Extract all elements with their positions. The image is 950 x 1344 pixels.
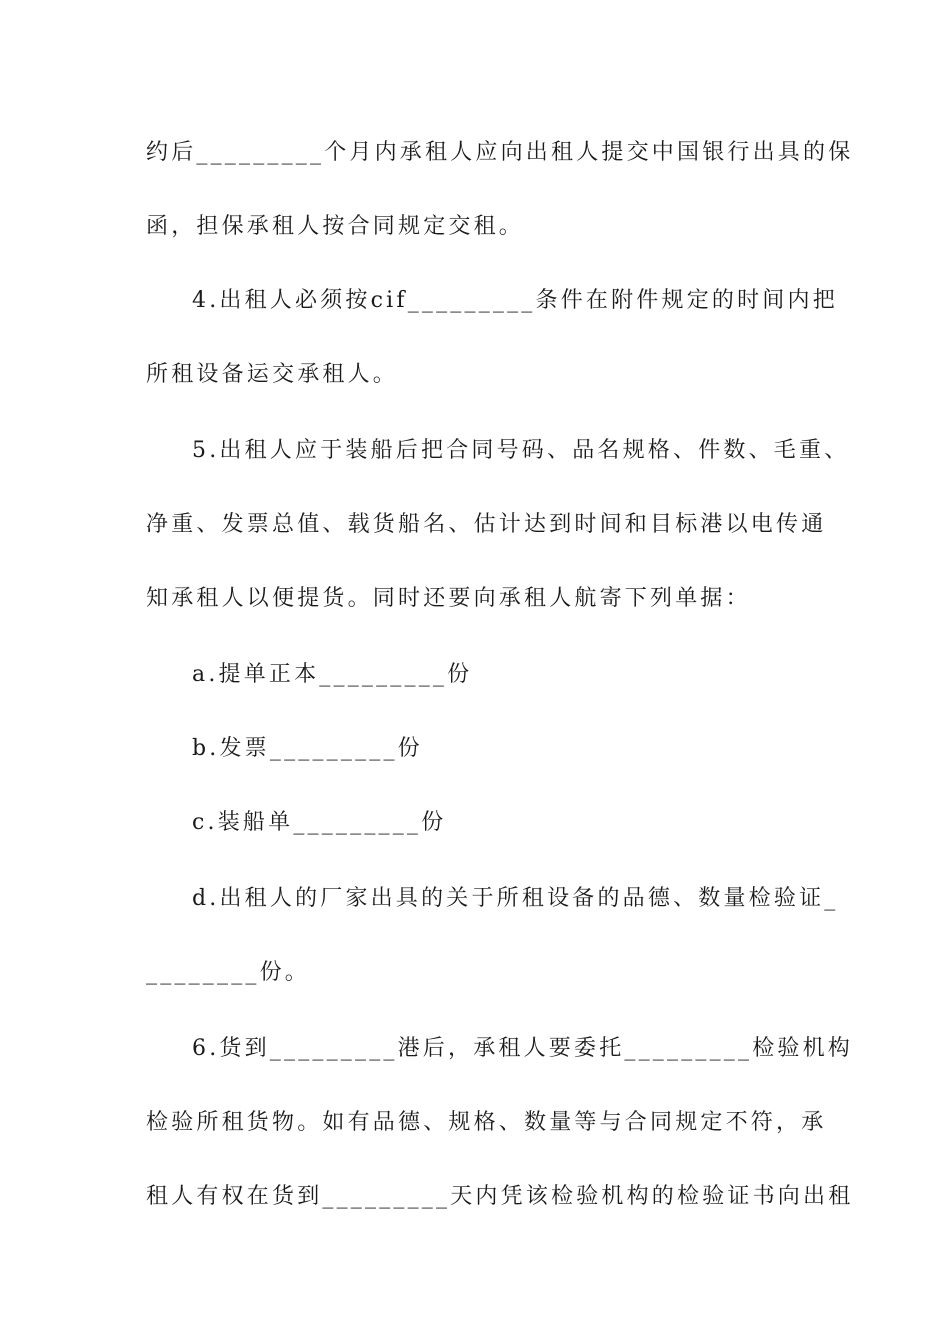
- text-line-10: c.装船单_________份: [192, 810, 447, 835]
- text-line-5: 5.出租人应于装船后把合同号码、品名规格、件数、毛重、: [192, 438, 850, 463]
- text-line-1: 约后_________个月内承租人应向出租人提交中国银行出具的保: [146, 140, 854, 165]
- text-line-15: 租人有权在货到_________天内凭该检验机构的检验证书向出租: [146, 1184, 854, 1209]
- text-line-2: 函，担保承租人按合同规定交租。: [146, 214, 525, 239]
- text-line-7: 知承租人以便提货。同时还要向承租人航寄下列单据：: [146, 586, 751, 611]
- text-line-4: 所租设备运交承租人。: [146, 362, 399, 387]
- text-line-3: 4.出租人必须按cif_________条件在附件规定的时间内把: [192, 288, 838, 313]
- text-line-11: d.出租人的厂家出具的关于所租设备的品德、数量检验证_: [192, 886, 839, 911]
- text-line-6: 净重、发票总值、载货船名、估计达到时间和目标港以电传通: [146, 512, 827, 537]
- text-line-12: ________份。: [146, 960, 311, 985]
- text-line-8: a.提单正本_________份: [192, 662, 473, 687]
- text-line-14: 检验所租货物。如有品德、规格、数量等与合同规定不符，承: [146, 1110, 827, 1135]
- text-line-13: 6.货到_________港后，承租人要委托_________检验机构: [192, 1036, 853, 1061]
- text-line-9: b.发票_________份: [192, 736, 423, 761]
